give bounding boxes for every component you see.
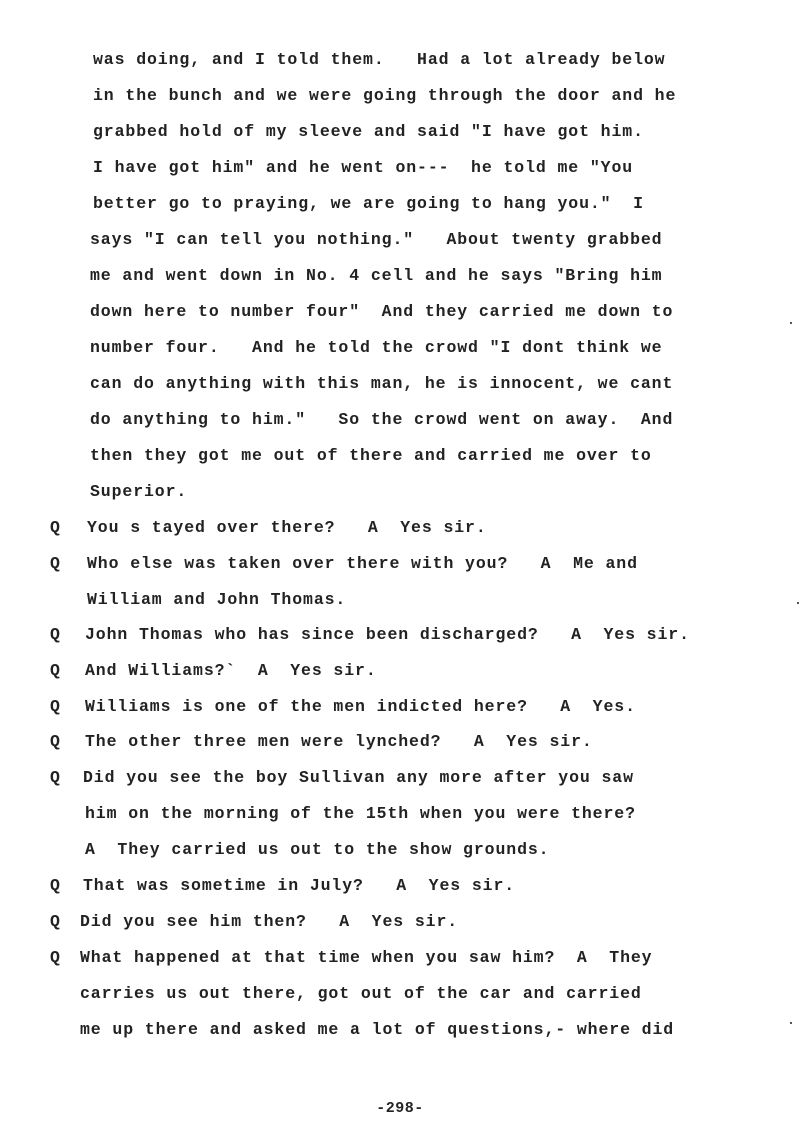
transcript-line: says "I can tell you nothing." About twenty grabbed	[90, 230, 663, 249]
transcript-line: carries us out there, got out of the car and carried	[80, 984, 642, 1003]
scan-speck	[790, 1022, 792, 1024]
transcript-line: can do anything with this man, he is innocent, we cant	[90, 374, 674, 393]
transcript-line: him on the morning of the 15th when you were there?	[85, 804, 636, 823]
question-marker: Q	[50, 518, 60, 537]
question-line: You s tayed over there? A Yes sir.	[87, 518, 487, 537]
question-line: Did you see the boy Sullivan any more after you saw	[83, 768, 634, 787]
question-line: The other three men were lynched? A Yes sir.	[85, 732, 593, 751]
question-marker: Q	[50, 912, 60, 931]
question-marker: Q	[50, 948, 60, 967]
transcript-line: was doing, and I told them. Had a lot already below	[93, 50, 666, 69]
question-line: And Williams?` A Yes sir.	[85, 661, 377, 680]
question-marker: Q	[50, 697, 60, 716]
transcript-line: I have got him" and he went on--- he told me "You	[93, 158, 634, 177]
transcript-line: in the bunch and we were going through the door and he	[93, 86, 677, 105]
transcript-line: Superior.	[90, 482, 188, 501]
page-number: -298-	[376, 1100, 424, 1117]
question-marker: Q	[50, 661, 60, 680]
question-marker: Q	[50, 554, 60, 573]
transcript-line: down here to number four" And they carried me down to	[90, 302, 674, 321]
transcript-line: then they got me out of there and carried me over to	[90, 446, 652, 465]
transcript-line: better go to praying, we are going to hang you." I	[93, 194, 644, 213]
transcript-line: me up there and asked me a lot of questions,- where did	[80, 1020, 675, 1039]
transcript-line: William and John Thomas.	[87, 590, 347, 609]
question-line: John Thomas who has since been discharged? A Yes sir.	[85, 625, 690, 644]
question-line: Did you see him then? A Yes sir.	[80, 912, 459, 931]
transcript-line: me and went down in No. 4 cell and he says "Bring him	[90, 266, 663, 285]
transcript-line: A They carried us out to the show grounds.	[85, 840, 550, 859]
question-line: What happened at that time when you saw him? A They	[80, 948, 653, 967]
transcript-line: number four. And he told the crowd "I dont think we	[90, 338, 663, 357]
scan-speck	[797, 602, 799, 604]
transcript-line: do anything to him." So the crowd went on away. And	[90, 410, 674, 429]
question-marker: Q	[50, 768, 60, 787]
question-line: Williams is one of the men indicted here? A Yes.	[85, 697, 636, 716]
question-line: That was sometime in July? A Yes sir.	[83, 876, 516, 895]
scan-speck	[790, 322, 792, 324]
question-marker: Q	[50, 732, 60, 751]
question-marker: Q	[50, 625, 60, 644]
transcript-line: grabbed hold of my sleeve and said "I have got him.	[93, 122, 644, 141]
question-marker: Q	[50, 876, 60, 895]
question-line: Who else was taken over there with you? A Me and	[87, 554, 638, 573]
